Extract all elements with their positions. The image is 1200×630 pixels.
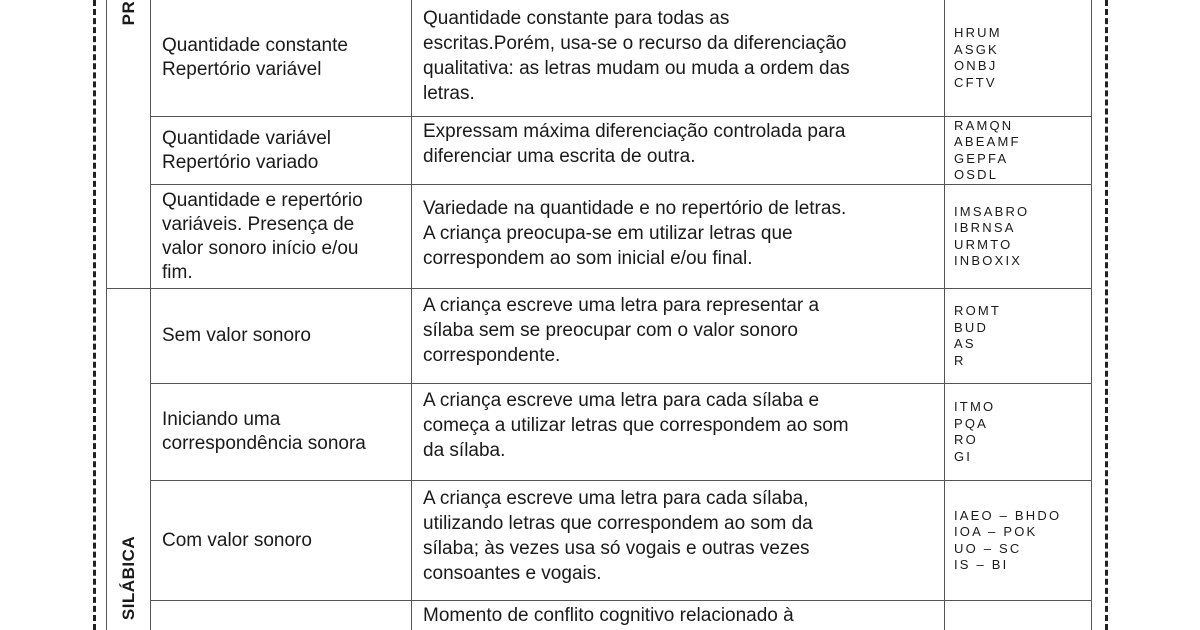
grid-line	[106, 0, 107, 630]
description-text: Variedade na quantidade e no repertório de letras. A criança preocupa-se em utilizar letras que correspondem ao som inicial e/ou final.	[423, 198, 847, 269]
description-cell	[412, 0, 944, 116]
category-cell	[151, 117, 411, 184]
example-word: R	[954, 352, 966, 368]
examples-list	[954, 508, 1061, 574]
example-word: BUD	[954, 319, 989, 335]
category-cell	[151, 185, 411, 288]
description-text: Quantidade constante para todas as escritas.Porém, usa-se o recurso da diferenciação qualitativa: as letras mudam ou muda a ordem das letras.	[423, 7, 850, 104]
example-word: OSDL	[954, 167, 999, 182]
example-word: ASGK	[954, 41, 999, 57]
category-text: Iniciando uma correspondência sonora	[162, 409, 366, 454]
category-text: Quantidade e repertório variáveis. Presença de valor sonoro início e/ou fim.	[162, 189, 363, 283]
example-word: ITMO	[954, 399, 996, 414]
examples-cell	[945, 289, 1091, 383]
examples-cell	[945, 185, 1091, 288]
category-cell	[151, 289, 411, 383]
stage-label-pre-silabica: PR	[119, 0, 138, 26]
example-word: ONBJ	[954, 58, 998, 73]
dashed-border-right	[1105, 0, 1108, 630]
description-text: Expressam máxima diferenciação controlada para diferenciar uma escrita de outra.	[423, 121, 846, 167]
description-cell	[412, 384, 944, 467]
category-cell	[151, 481, 411, 600]
description-text: A criança escreve uma letra para representar a sílaba sem se preocupar com o valor sonoro correspondente.	[423, 294, 820, 366]
description-cell	[412, 481, 944, 591]
description-text: Momento de conflito cognitivo relacionado à	[423, 605, 794, 626]
example-word: AS	[954, 336, 976, 351]
description-cell	[412, 601, 944, 630]
grid-line	[1091, 0, 1092, 630]
example-word: PQA	[954, 415, 989, 431]
description-text: A criança escreve uma letra para cada sílaba, utilizando letras que correspondem ao som da sílaba; às vezes usa só vogais e outras vezes consoantes e vogais.	[423, 488, 813, 584]
examples-list	[954, 399, 995, 465]
example-word: IOA – POK	[954, 524, 1038, 539]
example-word: ABEAMF	[954, 134, 1021, 149]
example-word: HRUM	[954, 25, 1002, 40]
category-text: Com valor sonoro	[162, 529, 312, 551]
examples-list	[954, 303, 1001, 369]
description-text: A criança escreve uma letra para cada sílaba e começa a utilizar letras que correspondem ao som da sílaba.	[423, 390, 849, 461]
category-text: Sem valor sonoro	[162, 325, 311, 346]
examples-list	[954, 118, 1021, 184]
examples-list	[954, 25, 1002, 91]
example-word: CFTV	[954, 74, 997, 90]
category-cell	[151, 384, 411, 480]
example-word: IBRNSA	[954, 220, 1016, 235]
example-word: INBOXIX	[954, 253, 1023, 268]
examples-cell	[945, 481, 1091, 600]
dashed-border-left	[93, 0, 96, 630]
stage-label-silabica: SILÁBICA	[119, 535, 138, 621]
examples-cell	[945, 384, 1091, 480]
examples-list	[954, 204, 1029, 270]
examples-cell	[945, 0, 1091, 116]
description-cell	[412, 289, 944, 371]
category-text: Quantidade constante Repertório variável	[162, 35, 348, 80]
example-word: GEPFA	[954, 150, 1009, 166]
examples-cell	[945, 117, 1091, 184]
example-word: GI	[954, 448, 973, 464]
example-word: IS – BI	[954, 557, 1009, 572]
example-word: URMTO	[954, 236, 1013, 252]
category-cell	[151, 0, 411, 116]
example-word: RO	[954, 432, 978, 447]
example-word: IMSABRO	[954, 203, 1030, 219]
example-word: IAEO – BHDO	[954, 507, 1062, 523]
category-text: Quantidade variável Repertório variado	[162, 127, 331, 173]
example-word: RAMQN	[954, 117, 1014, 133]
description-cell	[412, 117, 944, 171]
description-cell	[412, 185, 944, 282]
example-word: ROMT	[954, 303, 1002, 318]
example-word: UO – SC	[954, 540, 1022, 556]
